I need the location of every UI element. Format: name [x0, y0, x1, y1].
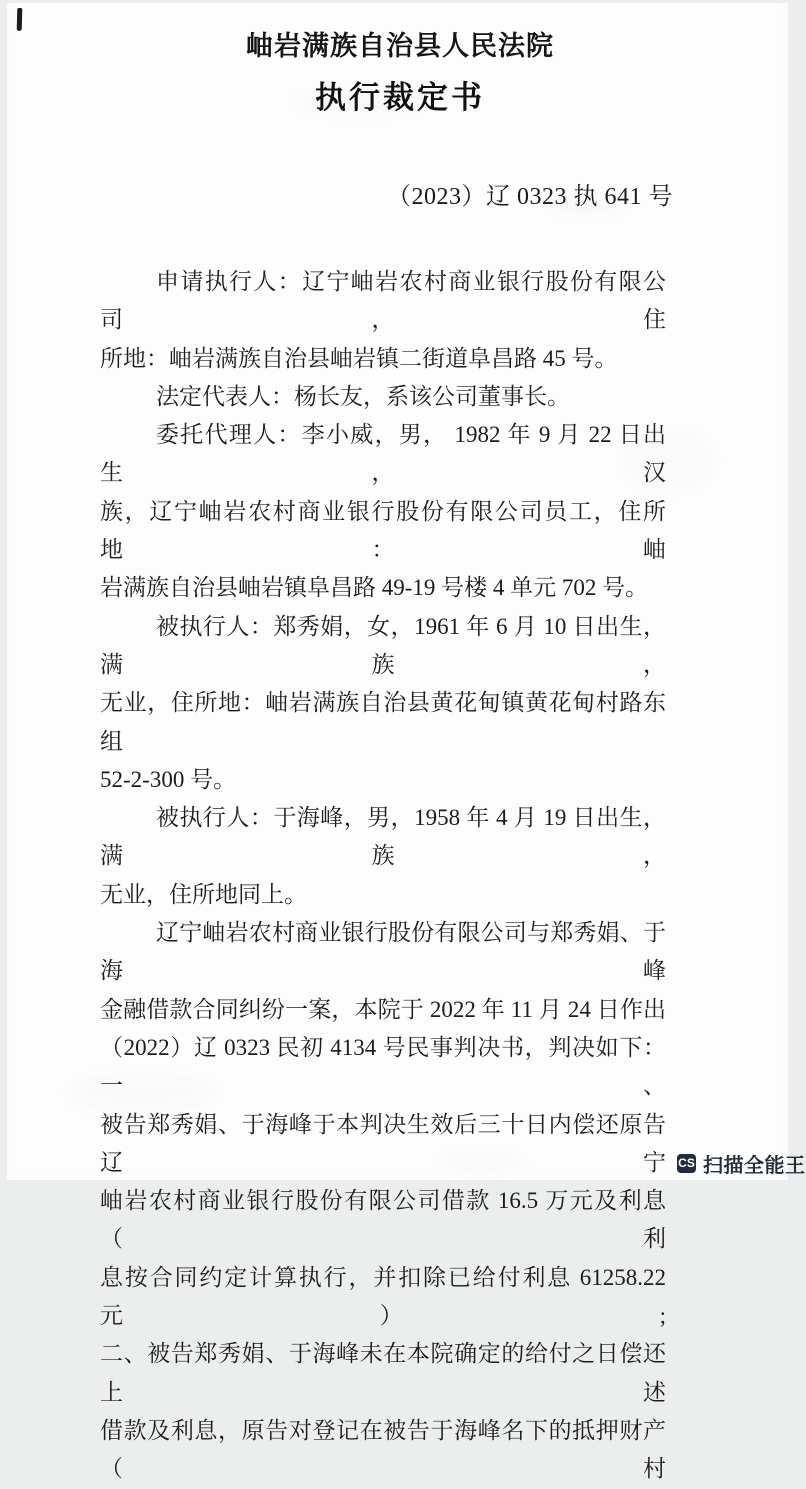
body-line: 族，辽宁岫岩农村商业银行股份有限公司员工，住所地：岫 [100, 498, 666, 563]
body-line: 所地：岫岩满族自治县岫岩镇二街道阜昌路 45 号。 [100, 345, 618, 371]
body-line: 借款及利息，原告对登记在被告于海峰名下的抵押财产（村 [100, 1417, 666, 1482]
body-line: 辽宁岫岩农村商业银行股份有限公司与郑秀娟、于海峰 [100, 920, 666, 984]
body-line: 息按合同约定计算执行，并扣除已给付利息 61258.22 元）; [100, 1264, 666, 1329]
body-line: 岩满族自治县岫岩镇阜昌路 49-19 号楼 4 单元 702 号。 [100, 575, 649, 601]
camscanner-app-name: 扫描全能王 [703, 1155, 806, 1177]
camscanner-watermark [677, 1149, 806, 1178]
body-line: 申请执行人：辽宁岫岩农村商业银行股份有限公司，住 [100, 269, 666, 333]
body-line: 法定代表人：杨长友，系该公司董事长。 [156, 383, 570, 409]
body-line: 委托代理人：李小威，男， 1982 年 9 月 22 日出生，汉 [100, 422, 666, 486]
body-line: 无业，住所地同上。 [100, 881, 307, 907]
camscanner-logo-icon: CS [677, 1154, 696, 1173]
document-title: 执行裁定书 [315, 80, 485, 115]
court-name: 岫岩满族自治县人民法院 [246, 31, 554, 61]
body-line: 52-2-300 号。 [100, 766, 237, 792]
body-line: 被执行人：郑秀娟，女，1961 年 6 月 10 日出生，满族， [100, 613, 666, 677]
document-body [100, 263, 666, 1489]
body-line: 岫岩农村商业银行股份有限公司借款 16.5 万元及利息（利 [100, 1188, 666, 1252]
case-number: （2023）辽 0323 执 641 号 [387, 184, 673, 210]
body-line: 被告郑秀娟、于海峰于本判决生效后三十日内偿还原告辽宁 [100, 1111, 666, 1175]
body-line: 被执行人：于海峰，男，1958 年 4 月 19 日出生，满族， [100, 805, 666, 869]
body-line: 二、被告郑秀娟、于海峰未在本院确定的给付之日偿还上述 [100, 1341, 666, 1405]
body-line: 金融借款合同纠纷一案，本院于 2022 年 11 月 24 日作出 [100, 996, 666, 1022]
body-line: 无业，住所地：岫岩满族自治县黄花甸镇黄花甸村路东组 [100, 690, 666, 754]
body-line: （2022）辽 0323 民初 4134 号民事判决书，判决如下：一、 [100, 1034, 666, 1099]
